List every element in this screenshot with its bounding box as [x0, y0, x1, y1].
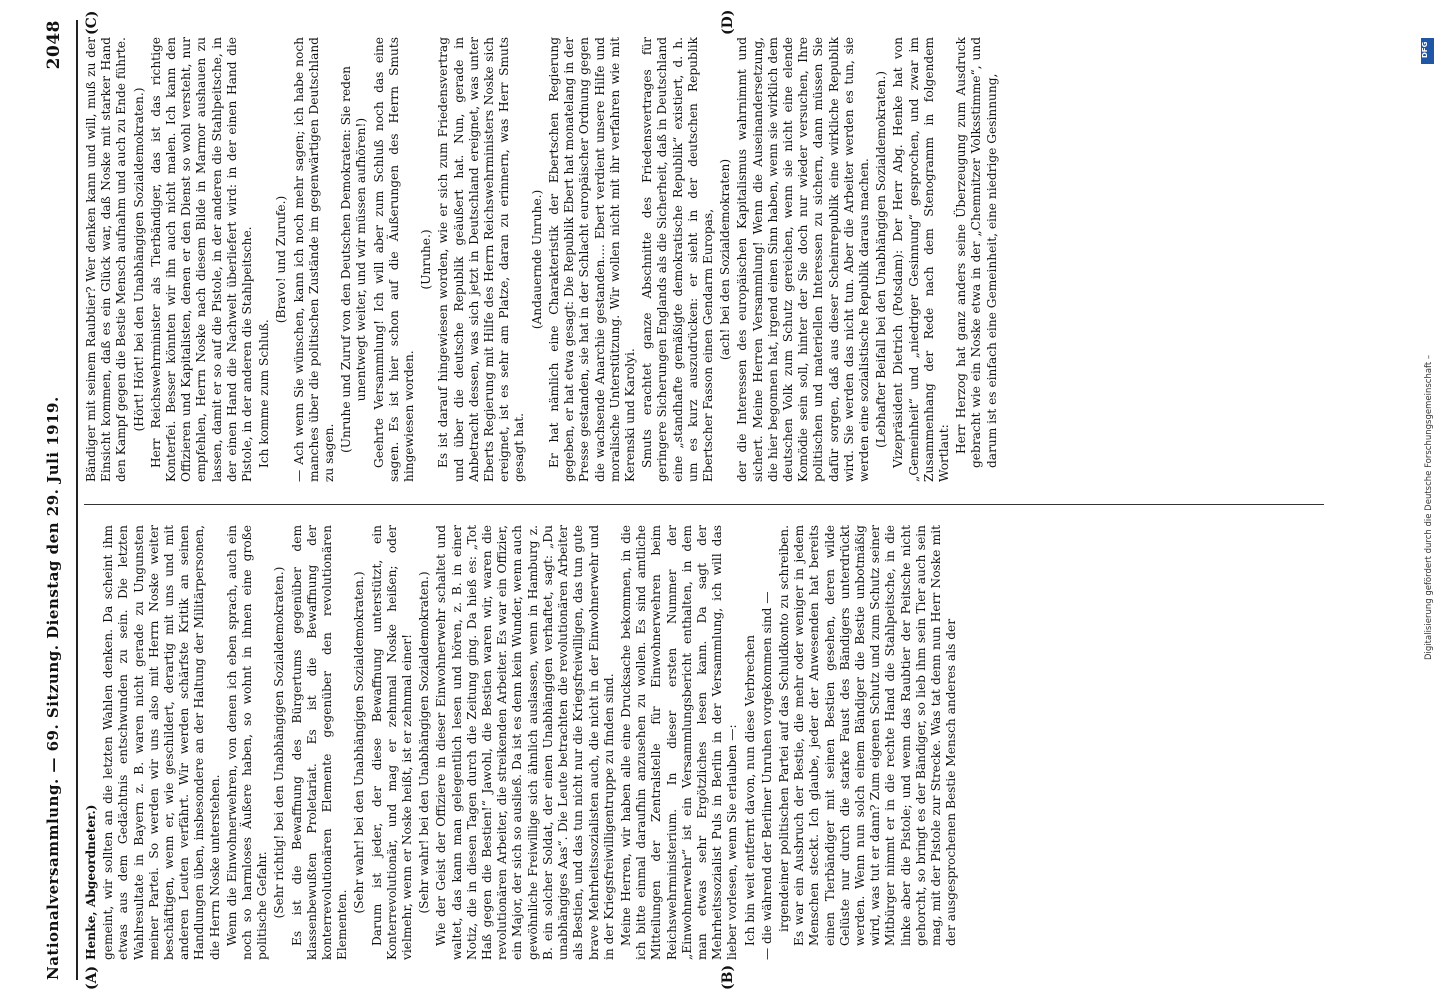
interjection: (Bravo! und Zurufe.): [274, 195, 289, 324]
paragraph: Wie der Geist der Offiziere in dieser Einwohnerwehr schaltet und waltet, das kann man gelegentlich lesen und hören, z. B. in einer Notiz, die in diesen Tagen durch die Zeitung ging. Da hieß es: „Tot Haß gegen die Bestien!“ Jawohl, die Bestien waren wir, waren die revolutionären Arbeiter, die streikenden Arbeiter. Es war ein Offizier, ein Major, der sich so ausließ. Da ist es denn kein Wunder, wenn auch gewöhnliche Freiwillige sich ähnlich auslassen, wenn in Hamburg z. B. ein solcher Soldat, der einen Unabhängigen verhaftet, sagt: „Du unabhängiges Aas“. Die Leute betrachten die revolutionären Arbeiter als Bestien, und das tun nicht nur die Kriegsfreiwilligen, das tun gute brave Mehrheitssozialisten auch, die nicht in der Einwohnerwehr und in der Kriegsfreiwilligentruppe zu finden sind.: [434, 525, 616, 960]
paragraph: Er hat nämlich eine Charakteristik der Ebertschen Regierung gegeben, er hat etwa gesagt: Die Republik Ebert hat monatelang in der Presse gestanden, sie hat in der Schlacht europäischer Ordnung gegen die wachsende Anarchie gestanden.... Ebert verdient unsere Hilfe und moralische Unterstützung. Wir wollen nicht mit ihr verfahren wie mit Kerenski und Karolyi.: [546, 37, 637, 482]
dfg-logo: DFG: [1421, 38, 1434, 64]
paragraph: gemeint, wir sollten an die letzten Wahlen denken. Da scheint ihm etwas aus dem Gedächtnis entschwunden zu sein. Die letzten Wahlresultate in Bayern z. B. waren nicht gerade zu Ungunsten meiner Partei. So werden wir uns also mit Herrn Noske weiter beschäftigen, wenn er, wie geschildert, derartig mit uns und mit anderen Leuten verfährt. Wir werden schärfste Kritik an seinen Handlungen üben, insbesondere an der Haltung der Militärpersonen, die Herrn Noske unterstehen.: [101, 525, 222, 960]
paragraph: Meine Herren, wir haben alle eine Drucksache bekommen, in die ich bitte einmal daraufhin anzusehen zu wollen. Es sind amtliche Mitteilungen der Zentralstelle für Einwohnerwehren beim Reichswehrministerium. In dieser ersten Nummer der „Einwohnerwehr“ ist ein Versammlungsbericht enthalten, in dem man etwas sehr Ergötzliches lesen kann. Da sagt der Mehrheitssozialist Puls in Berlin in der Versammlung, ich will das lieber vorlesen, wenn Sie erlauben —:: [618, 525, 740, 960]
interjection: (Sehr wahr! bei den Unabhängigen Sozialdemokraten.): [352, 571, 367, 914]
paragraph: Darum ist jeder, der diese Bewaffnung unterstützt, ein Konterrevolutionär, und mag er zehnmal Noske heißen; oder vielmehr, wenn er Noske heißt, ist er zehnmal einer!: [369, 525, 415, 960]
marker-c: (C): [84, 10, 100, 35]
paragraph: Geehrte Versammlung! Ich will aber zum Schluß noch das eine sagen. Es ist hier schon auf die Äußerungen des Herrn Smuts hingewiesen worden.: [371, 37, 417, 482]
quotation: Herr Herzog hat ganz anders seine Überzeugung zum Ausdruck gebracht wie ein Noske etwa in der „Chemnitzer Volksstimme“, und darum ist es einfach eine Gemeinheit, eine niedrige Gesinnung,: [954, 37, 999, 468]
quotation: Bändiger mit seinem Raubtier? Wer denken kann und will, muß zu der Einsicht kommen, daß es ein Glück war, daß Noske mit starker Hand den Kampf gegen die Bestie Mensch aufnahm und auch zu Ende führte.: [84, 37, 129, 482]
marker-b: (B): [720, 964, 736, 990]
paragraph: Es ist die Bewaffnung des Bürgertums gegenüber dem klassenbewußten Proletariat. Es ist die Bewaffnung der konterrevolutionären Elemente gegenüber den revolutionären Elementen.: [289, 525, 350, 960]
page-number: 2048: [44, 20, 64, 70]
interjection: (Sehr richtig! bei den Unabhängigen Sozialdemokraten.): [272, 566, 287, 919]
digitization-credit: Digitalisierung gefördert durch die Deutsche Forschungsgemeinschaft –: [1424, 354, 1434, 660]
paragraph: Smuts erachtet ganze Abschnitte des Friedensvertrages für geringere Sicherungen Englands als die Sicherheit, daß in Deutschland eine „standhafte gemäßigte demokratische Republik“ existiert, d. h. um es kurz auszudrücken: er sieht in der deutschen Republik Ebertscher Fasson einen Gendarm Europas,: [640, 37, 715, 482]
interjection: (ach! bei den Sozialdemokraten): [718, 158, 733, 361]
column-left: [84, 525, 1334, 960]
marker-a: (A): [84, 965, 100, 990]
paragraph: Herr Reichswehrminister als Tierbändiger, das ist das richtige Konterfei. Besser könnten wir ihn auch nicht malen. Ich kann den Offizieren und Kapitalisten, denen er den Dienst so wohl versteht, nur empfehlen, Herrn Noske nach diesem Bilde in Marmor aushauen zu lassen, damit er so auf die Pistole, in der anderen die Stahlpeitsche, in der einen Hand die Nachwelt überliefert wird: in der einen Hand die Pistole, in der anderen die Stahlpeitsche.: [148, 37, 255, 482]
interjection: (Hört! Hört! bei den Unabhängigen Sozialdemokraten.): [131, 87, 146, 432]
paragraph: Ich bin weit entfernt davon, nun diese Verbrechen: [742, 634, 757, 946]
paragraph: Es ist darauf hingewiesen worden, wie er sich zum Friedensvertrag und über die deutsche Republik geäußert hat. Nun, gerade in Anbetracht dessen, was sich jetzt in Deutschland ereignet, was unter Eberts Regierung mit Hilfe des Herrn Reichswehrministers Noske sich ereignet, ist es sehr am Platze, daran zu erinnern, was Herr Smuts gesagt hat.: [436, 37, 527, 482]
interjection: (Lebhafter Beifall bei den Unabhängigen Sozialdemokraten.): [874, 70, 889, 449]
paragraph: der die Interessen des europäischen Kapitalismus wahrnimmt und sichert. Meine Herren Versammlung! Wenn die Auseinandersetzung, die hier begonnen hat, irgend einen Sinn haben, wenn sie wirklich dem deutschen Volk zum Schutz gereichen, wenn sie nicht eine elende Komödie sein soll, hinter der Sie doch nur wieder versuchen, Ihre politischen und materiellen Interessen zu sichern, dann müssen Sie dafür sorgen, daß aus dieser Scheinrepublik eine wirkliche Republik wird. Sie werden das nicht tun. Aber die Arbeiter werden es tun, sie werden eine sozialistische Republik daraus machen.: [735, 37, 871, 482]
paragraph: — die während der Berliner Unruhen vorgekommen sind —: [759, 591, 774, 960]
interjection: (Unruhe.): [419, 229, 434, 290]
paragraph: Vizepräsident Dietrich (Potsdam): Der Herr Abg. Henke hat von „Gemeinheit“ und „niedriger Gesinnung“ gesprochen, und zwar im Zusammenhang der Rede nach dem Stenogramm in folgendem Wortlaut:: [891, 37, 951, 482]
marker-d: (D): [720, 9, 736, 35]
interjection: (Andauernde Unruhe.): [529, 189, 544, 330]
page-header: [40, 20, 70, 980]
paragraph: Ich komme zum Schluß.: [257, 319, 272, 468]
column-divider: [84, 504, 1324, 505]
paragraph: — Ach wenn Sie wünschen, kann ich noch mehr sagen; ich habe noch manches über die politischen Zustände im gegenwärtigen Deutschland zu sagen.: [291, 37, 337, 482]
header-rule: [76, 20, 78, 980]
quotation: irgendeiner politischen Partei auf das Schuldkonto zu schreiben. Es war ein Ausbruch der Bestie, die mehr oder weniger in jedem Menschen steckt. Ich glaube, jeder der Anwesenden hat bereits einen Tierbändiger mit seinen Bestien gesehen, deren wilde Gelüste nur durch die starke Faust des Bändigers unterdrückt werden. Wenn nun solch einem Bändiger die Bestie unbotmäßig wird, was tut er dann? Zum eigenen Schutz und zum Schutz seiner Mitbürger nimmt er in die rechte Hand die Stahlpeitsche, in die linke aber die Pistole; und wenn das Raubtier der Peitsche nicht gehorcht, so bringt es der Bändiger, so lieb ihm sein Tier auch sein mag, mit der Pistole zur Strecke. Was tat denn nun Herr Noske mit der ausgesprochenen Bestie Mensch anderes als der: [776, 525, 959, 946]
interjection: (Sehr wahr! bei den Unabhängigen Sozialdemokraten.): [417, 571, 432, 914]
running-head: Nationalversammlung. — 69. Sitzung. Dienstag den 29. Juli 1919.: [44, 396, 62, 980]
interjection: (Unruhe und Zuruf von den Deutschen Demokraten: Sie reden unentwegt weiter, und wir müssen aufhören!): [339, 65, 369, 454]
paragraph: Henke, Abgeordneter.): [84, 804, 98, 960]
column-right: [84, 37, 1334, 482]
paragraph: Wenn die Einwohnerwehren, von denen ich eben sprach, auch ein noch so harmloses Äußere haben, so wohnt in ihnen eine große politische Gefahr.: [224, 525, 270, 960]
